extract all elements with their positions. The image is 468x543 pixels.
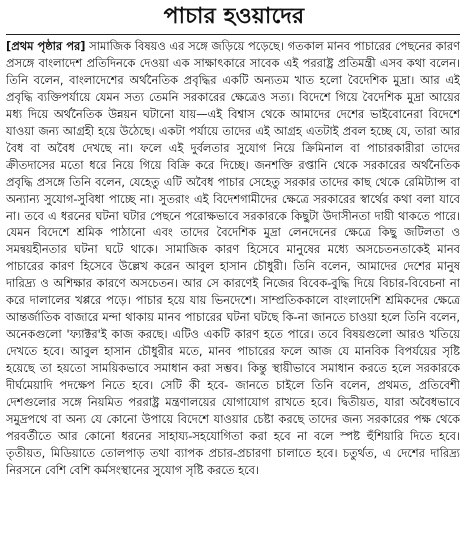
article-body <box>6 38 460 543</box>
headline: পাচার হওয়াদের <box>163 3 305 29</box>
article-text: সামাজিক বিষয়ও এর সঙ্গে জড়িয়ে পড়েছে। গতকাল মানব পাচারের পেছনের কারণ প্রসঙ্গে বাংলাদেশ প্রতিদিনকে দেওয়া এক সাক্ষাৎকারে সাবেক এই পররাষ্ট্র প্রতিমন্ত্রী এসব কথা বলেন। তিনি বলেন, বাংলাদেশের অর্থনৈতিক প্রবৃদ্ধির একটি অন্যতম খাত হলো বৈদেশিক মুদ্রা। আর এই প্রবৃদ্ধি ব্যক্তিপর্যায়ে যেমন সত্য তেমনি সরকারের ক্ষেত্রেও সত্য। বিদেশে গিয়ে বৈদেশিক মুদ্রা আয়ের মধ্য দিয়ে অর্থনৈতিক উন্নয়ন ঘটানো যায়—এই বিশ্বাস থেকে আমাদের দেশের ভাইবোনেরা বিদেশে যাওয়া জন্য আগ্রহী হয়ে উঠেছে। একটা পর্যায়ে তাদের এই আগ্রহ এতটাই প্রবল হচ্ছে যে, তারা আর বৈধ বা অবৈধ দেখছে না। ফলে এই দুর্বলতার সুযোগ নিয়ে ক্রিমিনাল বা পাচারকারীরা তাদের ক্রীতদাসের মতো ধরে নিয়ে গিয়ে বিক্রি করে দিচ্ছে। জনশক্তি রপ্তানি থেকে সরকারের অর্থনৈতিক প্রবৃদ্ধি প্রসঙ্গে তিনি বলেন, যেহেতু এটি অবৈধ পাচার সেহেতু সরকার তাদের কাছ থেকে রেমিট্যান্স বা অন্যান্য সুযোগ-সুবিধা পাচ্ছে না। সুতরাং এই বিদেশগামীদের ক্ষেত্রে সরকারের স্বার্থের কথা বলা যাবে না। তবে এ ধরনের ঘটনা ঘটার পেছনে পরোক্ষভাবে সরকারকে কিছুটা উদাসীনতা দায়ী থাকতে পারে। যেমন বিদেশে শ্রমিক পাঠানো এবং তাদের বৈদেশিক মুদ্রা লেনদেনের ক্ষেত্রে কিছু জটিলতা ও সমন্বয়হীনতার ঘটনা ঘটে থাকে। সামাজিক কারণ হিসেবে মানুষের মধ্যে অসচেতনতাকেই মানব পাচারের কারণ হিসেবে উল্লেখ করেন আবুল হাসান চৌধুরী। তিনি বলেন, আমাদের দেশের মানুষ দারিদ্র্য ও অশিক্ষার কারণে অসচেতন। আর সে কারণেই নিজের বিবেক-বুদ্ধি দিয়ে বিচার-বিবেচনা না করে দালালের খপ্পরে পড়ে। পাচার হয়ে যায় ভিনদেশে। সাম্প্রতিককালে বাংলাদেশি শ্রমিকদের ক্ষেত্রে আন্তর্জাতিক বাজারে মন্দা থাকায় মানব পাচারের ঘটনা ঘটছে কি-না জানতে চাওয়া হলে তিনি বলেন, অনেকগুলো 'ফ্যাক্টর'ই কাজ করছে। এটিও একটি কারণ হতে পারে। তবে বিষয়গুলো আরও খতিয়ে দেখতে হবে। আবুল হাসান চৌধুরীর মতে, মানব পাচারের ফলে আজ যে মানবিক বিপর্যয়ের সৃষ্টি হয়েছে তা হয়তো সাময়িকভাবে সমাধান করা সম্ভব। কিন্তু স্থায়ীভাবে সমাধান করতে হলে সরকারকে দীর্ঘমেয়াদি পদক্ষেপ নিতে হবে। সেটি কী হবে- জানতে চাইলে তিনি বলেন, প্রথমত, প্রতিবেশী দেশগুলোর সঙ্গে নিয়মিত পররাষ্ট্র মন্ত্রণালয়ের যোগাযোগ রাখতে হবে। দ্বিতীয়ত, যারা অবৈধভাবে সমুদ্রপথে বা অন্য যে কোনো উপায়ে বিদেশে যাওয়ার চেষ্টা করছে তাদের জন্য সরকারের পক্ষ থেকে পরবর্তীতে আর কোনো ধরনের সাহায্য-সহযোগিতা করা হবে না বলে স্পষ্ট হুঁশিয়ারি দিতে হবে। তৃতীয়ত, মিডিয়াতে তোলপাড় তথা ব্যাপক প্রচার-প্রচারণা চালাতে হবে। চতুর্থত, এ দেশের দারিদ্র্য নিরসনে বেশি বেশি কর্মসংস্থানের সুযোগ সৃষ্টি করতে হবে। <box>6 39 460 477</box>
continuation-marker: [প্রথম পৃষ্ঠার পর] <box>6 39 86 53</box>
headline-divider <box>6 34 460 35</box>
